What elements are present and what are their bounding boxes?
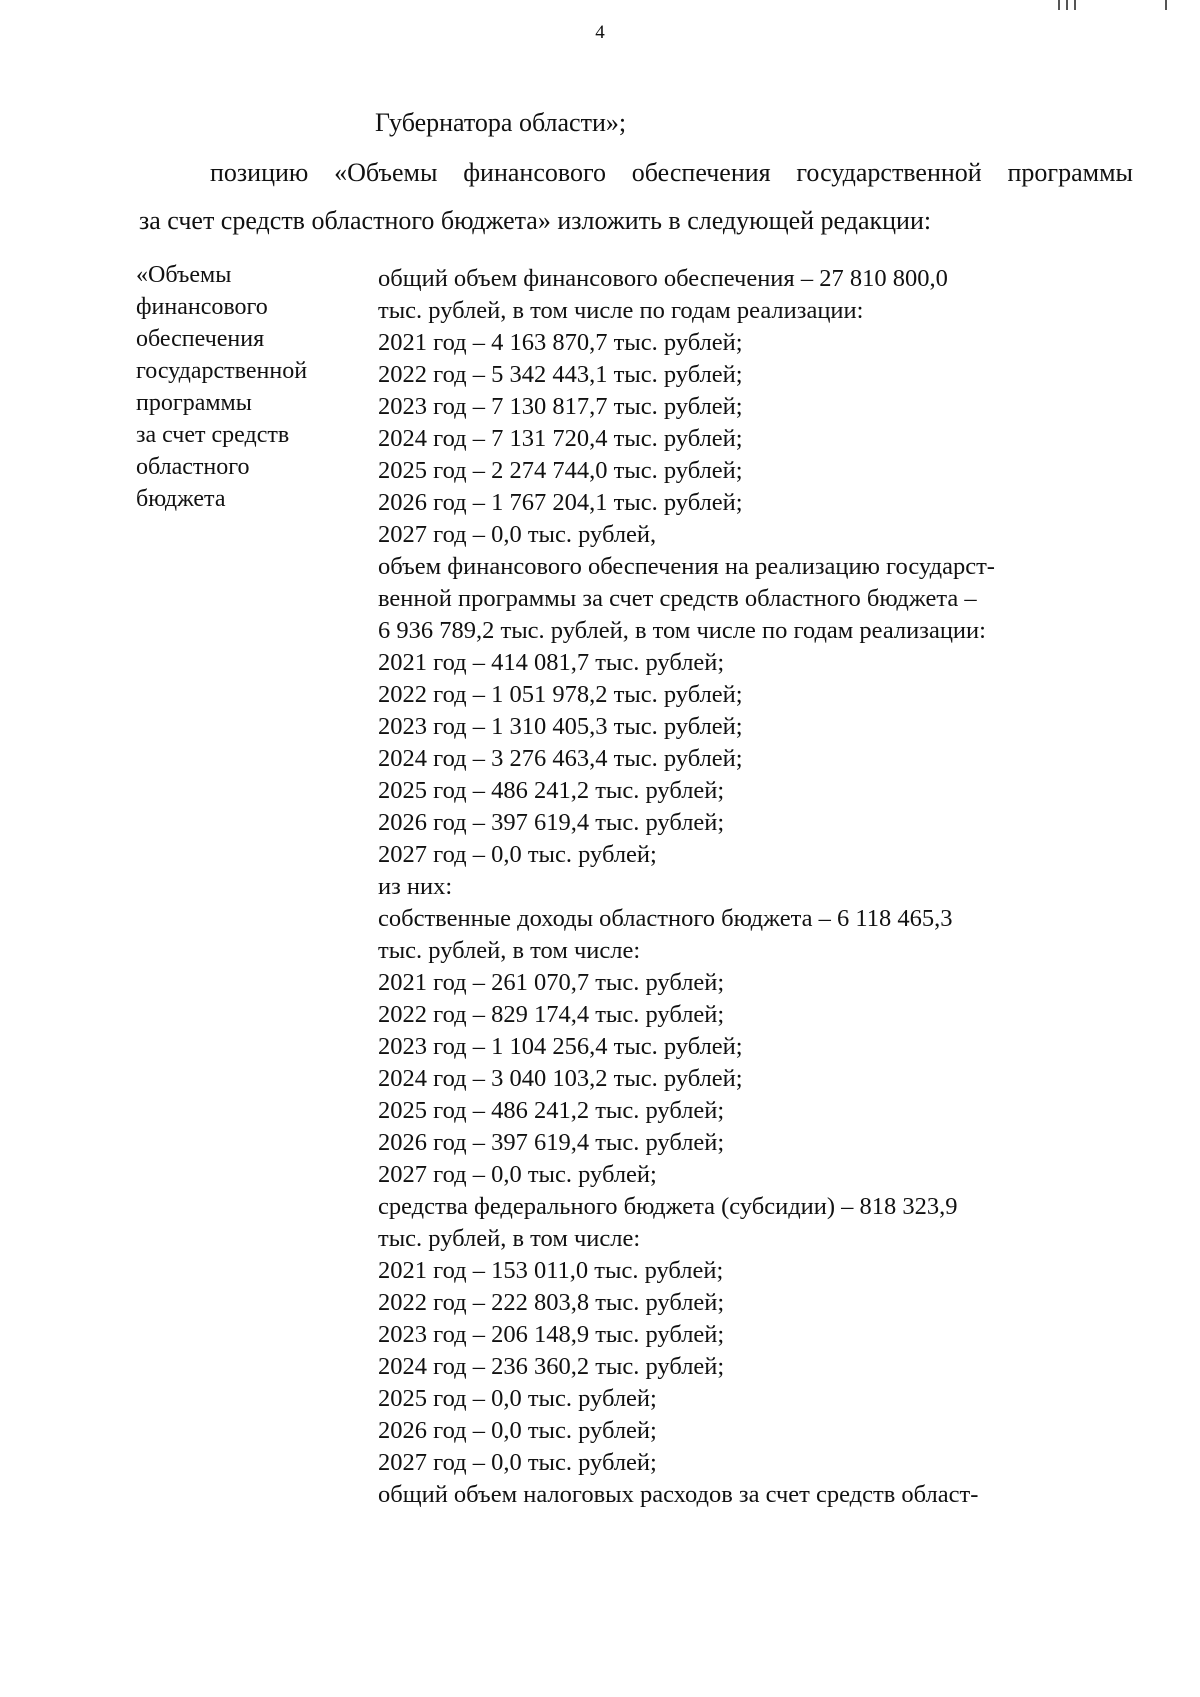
position-value [378,263,1118,1511]
position-value-line: 2024 год – 3 040 103,2 тыс. рублей; [378,1065,743,1092]
intro-line-2: позицию «Объемы финансового обеспечения государственной программы [210,158,1133,187]
position-value-line: из них: [378,873,453,900]
intro-line-1: Губернатора области»; [375,108,627,137]
position-value-line: 2025 год – 486 241,2 тыс. рублей; [378,1097,725,1124]
scan-mark [1165,0,1167,10]
scan-mark [1066,0,1068,10]
position-value-line: 2024 год – 236 360,2 тыс. рублей; [378,1353,725,1380]
position-value-line: тыс. рублей, в том числе по годам реализации: [378,297,864,324]
position-value-line: 2022 год – 1 051 978,2 тыс. рублей; [378,681,743,708]
position-value-line: 2021 год – 261 070,7 тыс. рублей; [378,969,725,996]
position-label-line: областного [136,454,250,480]
position-value-line: 2021 год – 153 011,0 тыс. рублей; [378,1257,724,1284]
position-value-line: 2022 год – 829 174,4 тыс. рублей; [378,1001,725,1028]
position-value-line: 2024 год – 3 276 463,4 тыс. рублей; [378,745,743,772]
position-value-line: собственные доходы областного бюджета – 6 118 465,3 [378,905,953,932]
position-label-line: «Объемы [136,262,232,288]
position-value-line: 2023 год – 1 104 256,4 тыс. рублей; [378,1033,743,1060]
position-label [136,259,366,515]
page-number: 4 [595,22,605,43]
position-label-line: обеспечения [136,326,265,352]
position-label-line: за счет средств [136,422,290,448]
scan-mark [1058,0,1060,10]
intro-line-3: за счет средств областного бюджета» изложить в следующей редакции: [139,206,932,235]
position-value-line: тыс. рублей, в том числе: [378,1225,641,1252]
position-value-line: 2022 год – 5 342 443,1 тыс. рублей; [378,361,743,388]
position-value-line: 6 936 789,2 тыс. рублей, в том числе по годам реализации: [378,617,986,644]
position-label-line: программы [136,390,252,416]
position-value-line: тыс. рублей, в том числе: [378,937,641,964]
position-value-line: 2026 год – 0,0 тыс. рублей; [378,1417,657,1444]
position-label-line: бюджета [136,486,226,512]
position-value-line: 2024 год – 7 131 720,4 тыс. рублей; [378,425,743,452]
position-label-line: финансового [136,294,268,320]
position-value-line: 2026 год – 1 767 204,1 тыс. рублей; [378,489,743,516]
position-value-line: 2026 год – 397 619,4 тыс. рублей; [378,1129,725,1156]
position-value-line: объем финансового обеспечения на реализацию государст- [378,553,995,580]
position-value-line: 2027 год – 0,0 тыс. рублей; [378,1449,657,1476]
scan-mark [1074,0,1076,10]
position-value-line: 2021 год – 414 081,7 тыс. рублей; [378,649,725,676]
position-value-line: 2026 год – 397 619,4 тыс. рублей; [378,809,725,836]
position-value-line: 2027 год – 0,0 тыс. рублей; [378,841,657,868]
position-value-line: 2023 год – 7 130 817,7 тыс. рублей; [378,393,743,420]
position-value-line: 2023 год – 1 310 405,3 тыс. рублей; [378,713,743,740]
position-value-line: 2021 год – 4 163 870,7 тыс. рублей; [378,329,743,356]
position-value-line: 2025 год – 0,0 тыс. рублей; [378,1385,657,1412]
position-label-line: государственной [136,358,308,384]
position-value-line: 2025 год – 486 241,2 тыс. рублей; [378,777,725,804]
position-value-line: общий объем налоговых расходов за счет средств област- [378,1481,979,1508]
position-value-line: 2023 год – 206 148,9 тыс. рублей; [378,1321,725,1348]
position-value-line: венной программы за счет средств областного бюджета – [378,585,977,612]
position-value-line: 2022 год – 222 803,8 тыс. рублей; [378,1289,725,1316]
position-value-line: 2025 год – 2 274 744,0 тыс. рублей; [378,457,743,484]
position-value-line: средства федерального бюджета (субсидии) – 818 323,9 [378,1193,958,1220]
position-value-line: 2027 год – 0,0 тыс. рублей; [378,1161,657,1188]
position-value-line: 2027 год – 0,0 тыс. рублей, [378,521,657,548]
position-value-line: общий объем финансового обеспечения – 27 810 800,0 [378,265,948,292]
